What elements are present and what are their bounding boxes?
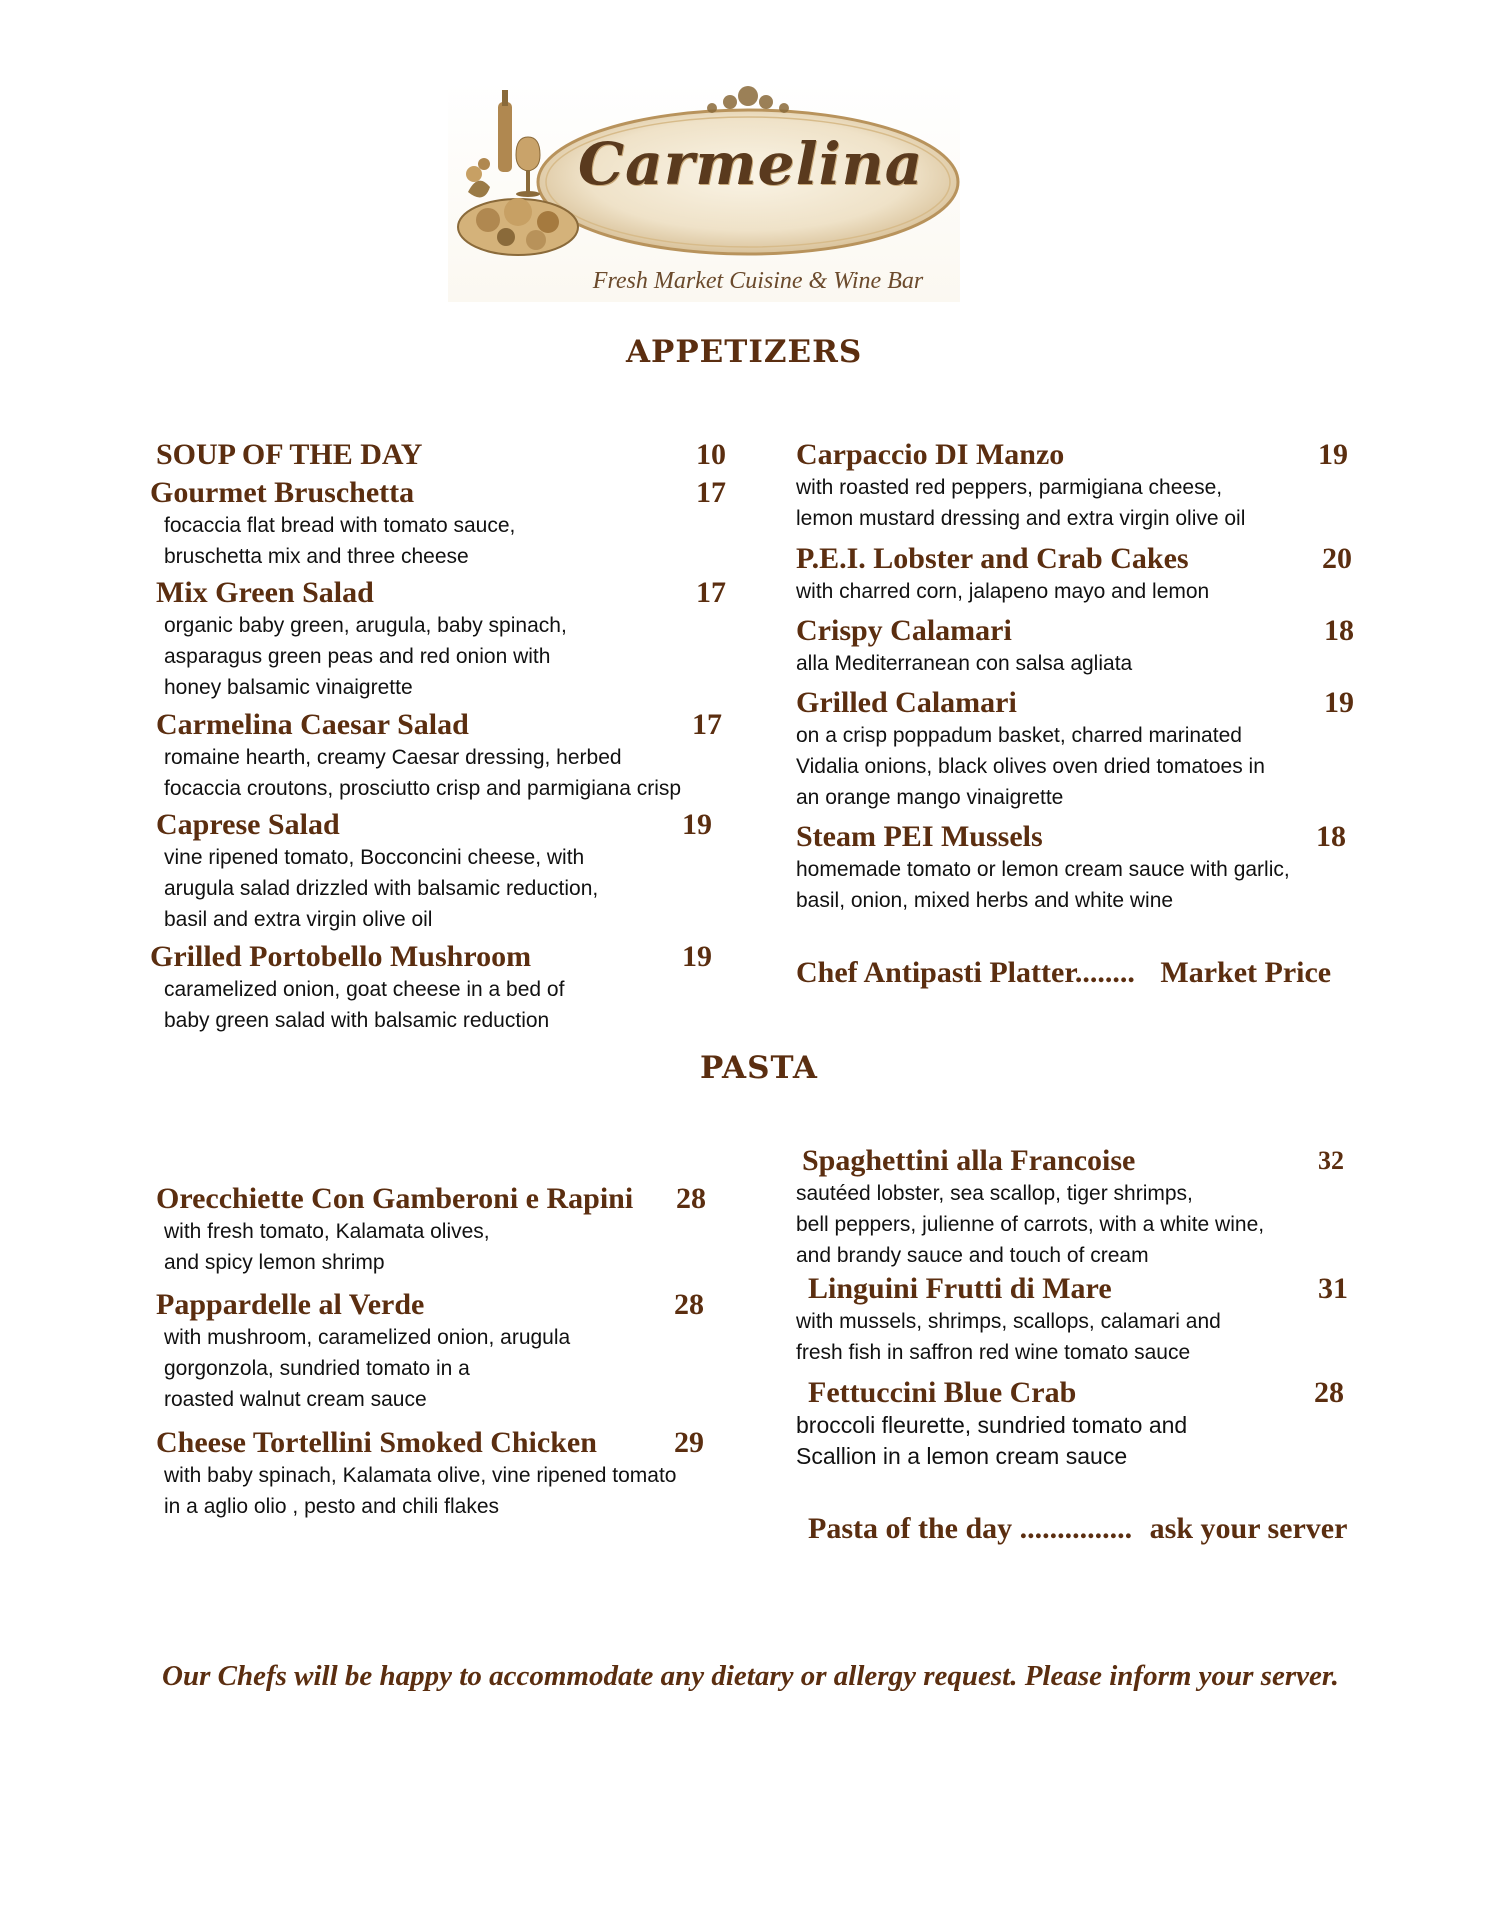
menu-item [796,1272,1356,1368]
item-description: sautéed lobster, sea scallop, tiger shrimps, bell peppers, julienne of carrots, with a white wine, and brandy sauce and touch of cream [796,1182,1265,1267]
item-price: 28 [1314,1376,1344,1409]
item-description: alla Mediterranean con salsa agliata [796,652,1133,675]
menu-item [156,808,736,935]
item-name: Crispy Calamari [796,614,1012,647]
item-name: Gourmet Bruschetta [150,476,415,509]
menu-item [796,438,1356,534]
item-price: 28 [674,1288,704,1321]
item-description: with charred corn, jalapeno mayo and lemon [796,580,1210,603]
item-price: 19 [682,808,712,841]
item-price: 17 [696,476,726,509]
menu-item [156,1182,776,1278]
item-price: 31 [1318,1272,1348,1305]
item-price: 17 [696,576,726,609]
item-price: 20 [1322,542,1352,575]
special-name: Pasta of the day ............... [808,1512,1133,1545]
item-name: Pappardelle al Verde [156,1288,425,1321]
item-description: with baby spinach, Kalamata olive, vine ripened tomato in a aglio olio , pesto and chili flakes [164,1464,677,1518]
item-name: Carmelina Caesar Salad [156,708,469,741]
dietary-note: Our Chefs will be happy to accommodate any dietary or allergy request. Please inform your server. [162,1660,1339,1692]
menu-item [796,1376,1356,1472]
pasta-heading: PASTA [700,1050,818,1086]
item-price: 32 [1318,1146,1344,1175]
appetizers-heading: APPETIZERS [626,334,863,370]
item-description: with mushroom, caramelized onion, arugula gorgonzola, sundried tomato in a roasted walnut cream sauce [164,1326,571,1411]
item-description: with fresh tomato, Kalamata olives, and spicy lemon shrimp [164,1220,490,1274]
item-name: Orecchiette Con Gamberoni e Rapini [156,1182,634,1215]
antipasti-special [796,956,1331,990]
item-name: Fettuccini Blue Crab [808,1376,1077,1409]
item-price: 28 [676,1182,706,1215]
item-description: organic baby green, arugula, baby spinach, asparagus green peas and red onion with honey balsamic vinaigrette [164,614,567,699]
item-name: Spaghettini alla Francoise [802,1144,1136,1177]
menu-item [796,1144,1356,1271]
special-name: Chef Antipasti Platter........ [796,956,1135,989]
item-name: Carpaccio DI Manzo [796,438,1065,471]
item-price: 17 [692,708,722,741]
item-description: focaccia flat bread with tomato sauce, bruschetta mix and three cheese [164,514,516,568]
item-price: 10 [696,438,726,471]
item-description: on a crisp poppadum basket, charred marinated Vidalia onions, black olives oven dried tomatoes in an orange mango vinaigrette [796,724,1265,809]
menu-item [150,940,730,1036]
special-price: ask your server [1149,1512,1348,1545]
pasta-of-the-day [808,1512,1347,1546]
item-price: 29 [674,1426,704,1459]
logo-name: Carmelina [578,130,924,198]
menu-item [156,1288,776,1415]
item-description: with roasted red peppers, parmigiana cheese, lemon mustard dressing and extra virgin olive oil [796,476,1246,530]
item-description: with mussels, shrimps, scallops, calamari and fresh fish in saffron red wine tomato sauce [796,1310,1221,1364]
item-description: vine ripened tomato, Bocconcini cheese, with arugula salad drizzled with balsamic reduction, basil and extra virgin olive oil [164,846,599,931]
item-description: homemade tomato or lemon cream sauce with garlic, basil, onion, mixed herbs and white wine [796,858,1290,912]
item-name: Mix Green Salad [156,576,374,609]
menu-item [796,614,1356,679]
item-name: Steam PEI Mussels [796,820,1043,853]
menu-item [156,708,776,804]
item-name: Grilled Portobello Mushroom [150,940,532,973]
menu-item [156,1426,776,1522]
item-name: P.E.I. Lobster and Crab Cakes [796,542,1189,575]
item-description: romaine hearth, creamy Caesar dressing, herbed focaccia croutons, prosciutto crisp and parmigiana crisp [164,746,682,800]
item-name: Caprese Salad [156,808,340,841]
menu-item [796,542,1356,607]
item-price: 19 [1324,686,1354,719]
special-price: Market Price [1160,956,1332,989]
item-name: Grilled Calamari [796,686,1017,719]
menu-item [156,438,736,472]
item-price: 18 [1324,614,1354,647]
item-name: SOUP OF THE DAY [156,438,423,471]
menu-item [150,476,730,572]
item-description: caramelized onion, goat cheese in a bed of baby green salad with balsamic reduction [164,978,565,1032]
item-name: Cheese Tortellini Smoked Chicken [156,1426,597,1459]
menu-item [796,686,1356,813]
restaurant-logo [448,82,960,302]
item-price: 19 [682,940,712,973]
item-description: broccoli fleurette, sundried tomato and Scallion in a lemon cream sauce [796,1412,1188,1469]
logo-tagline: Fresh Market Cuisine & Wine Bar [592,268,924,294]
menu-item [156,576,736,703]
menu-item [796,820,1356,916]
item-price: 19 [1318,438,1348,471]
item-name: Linguini Frutti di Mare [808,1272,1112,1305]
item-price: 18 [1316,820,1346,853]
